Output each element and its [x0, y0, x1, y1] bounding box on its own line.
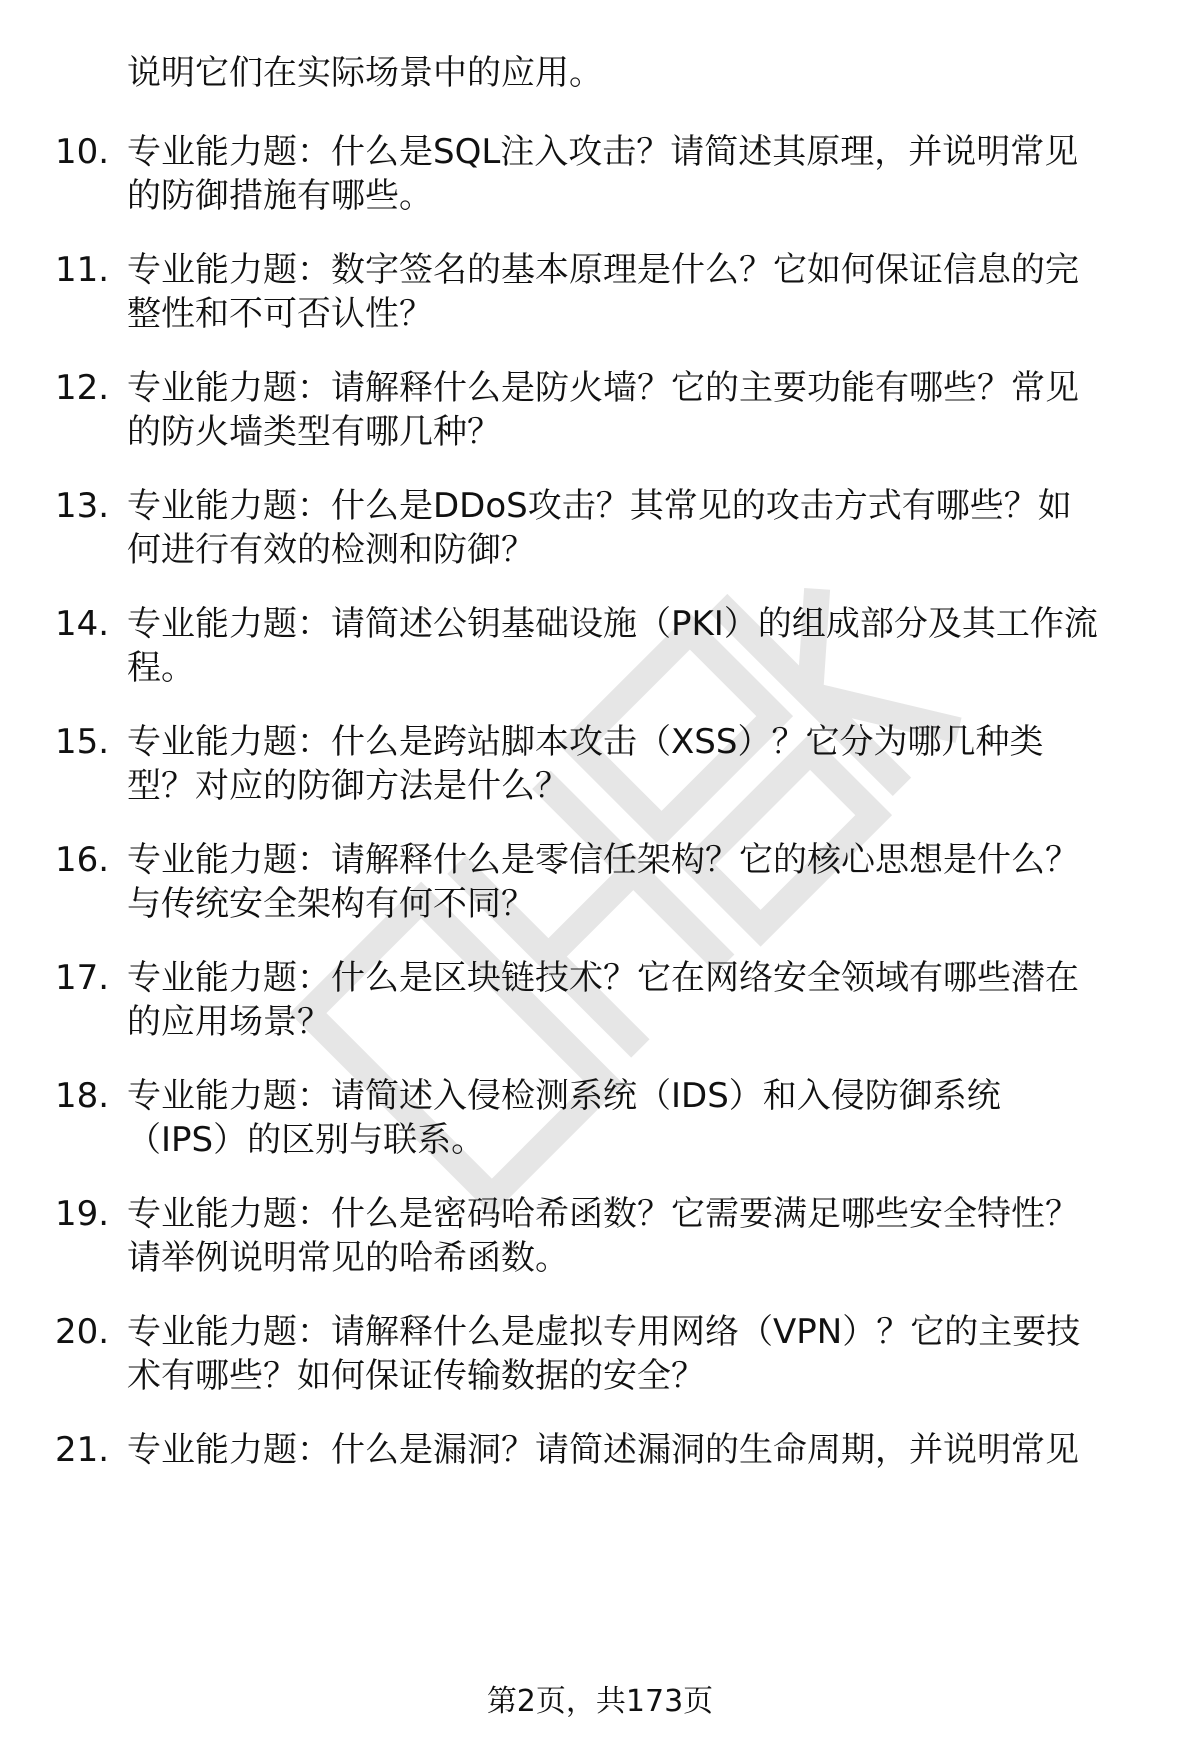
- question-text: 何进行有效的检测和防御？: [127, 530, 535, 570]
- question-text: 程。: [127, 648, 195, 688]
- question-line: [0, 880, 1200, 928]
- question-line: [0, 482, 1200, 530]
- question-line: [0, 1308, 1200, 1356]
- question-number: 11.: [55, 250, 110, 290]
- question-number: 12.: [55, 368, 110, 408]
- question-text: 整性和不可否认性？: [127, 294, 433, 334]
- question-text: 专业能力题：数字签名的基本原理是什么？它如何保证信息的完: [127, 250, 1079, 290]
- question-line: [0, 1234, 1200, 1282]
- question-text: 专业能力题：请解释什么是零信任架构？它的核心思想是什么？: [127, 840, 1079, 880]
- question-line: [0, 364, 1200, 412]
- question-line: [0, 954, 1200, 1002]
- question-line: [0, 1190, 1200, 1238]
- page-number-footer: 第2页，共173页: [486, 1684, 714, 1719]
- question-line: [0, 526, 1200, 574]
- question-number: 10.: [55, 132, 110, 172]
- question-text: 请举例说明常见的哈希函数。: [127, 1238, 569, 1278]
- question-number: 19.: [55, 1194, 110, 1234]
- question-line: [0, 644, 1200, 692]
- question-text: （IPS）的区别与联系。: [127, 1120, 486, 1160]
- question-text: 的防御措施有哪些。: [127, 176, 433, 216]
- question-text: 型？对应的防御方法是什么？: [127, 766, 569, 806]
- question-number: 20.: [55, 1312, 110, 1352]
- question-text: 专业能力题：什么是漏洞？请简述漏洞的生命周期，并说明常见: [127, 1430, 1079, 1470]
- question-line: [0, 49, 1200, 97]
- question-text: 专业能力题：什么是SQL注入攻击？请简述其原理，并说明常见: [127, 132, 1079, 172]
- question-number: 15.: [55, 722, 110, 762]
- question-text: 专业能力题：请简述公钥基础设施（PKI）的组成部分及其工作流: [127, 604, 1098, 644]
- question-text: 专业能力题：什么是跨站脚本攻击（XSS）？它分为哪几种类: [127, 722, 1044, 762]
- question-number: 18.: [55, 1076, 110, 1116]
- question-number: 17.: [55, 958, 110, 998]
- question-number: 21.: [55, 1430, 110, 1470]
- question-text: 专业能力题：请解释什么是防火墙？它的主要功能有哪些？常见: [127, 368, 1079, 408]
- question-line: [0, 1072, 1200, 1120]
- question-line: [0, 408, 1200, 456]
- question-line: [0, 246, 1200, 294]
- question-text: 的防火墙类型有哪几种？: [127, 412, 501, 452]
- question-line: [0, 1116, 1200, 1164]
- question-line: [0, 600, 1200, 648]
- question-text: 专业能力题：请解释什么是虚拟专用网络（VPN）？它的主要技: [127, 1312, 1081, 1352]
- question-text: 与传统安全架构有何不同？: [127, 884, 535, 924]
- question-text: 的应用场景？: [127, 1002, 331, 1042]
- question-text: 专业能力题：什么是密码哈希函数？它需要满足哪些安全特性？: [127, 1194, 1079, 1234]
- question-line: [0, 128, 1200, 176]
- question-line: [0, 762, 1200, 810]
- question-number: 16.: [55, 840, 110, 880]
- question-text: 专业能力题：请简述入侵检测系统（IDS）和入侵防御系统: [127, 1076, 1001, 1116]
- question-line: [0, 836, 1200, 884]
- question-line: [0, 172, 1200, 220]
- question-text: 术有哪些？如何保证传输数据的安全？: [127, 1356, 705, 1396]
- question-line: [0, 718, 1200, 766]
- question-number: 14.: [55, 604, 110, 644]
- question-line: [0, 1352, 1200, 1400]
- question-text: 说明它们在实际场景中的应用。: [127, 53, 603, 93]
- question-line: [0, 998, 1200, 1046]
- question-text: 专业能力题：什么是DDoS攻击？其常见的攻击方式有哪些？如: [127, 486, 1072, 526]
- question-line: [0, 290, 1200, 338]
- question-line: [0, 1426, 1200, 1474]
- question-text: 专业能力题：什么是区块链技术？它在网络安全领域有哪些潜在: [127, 958, 1079, 998]
- question-number: 13.: [55, 486, 110, 526]
